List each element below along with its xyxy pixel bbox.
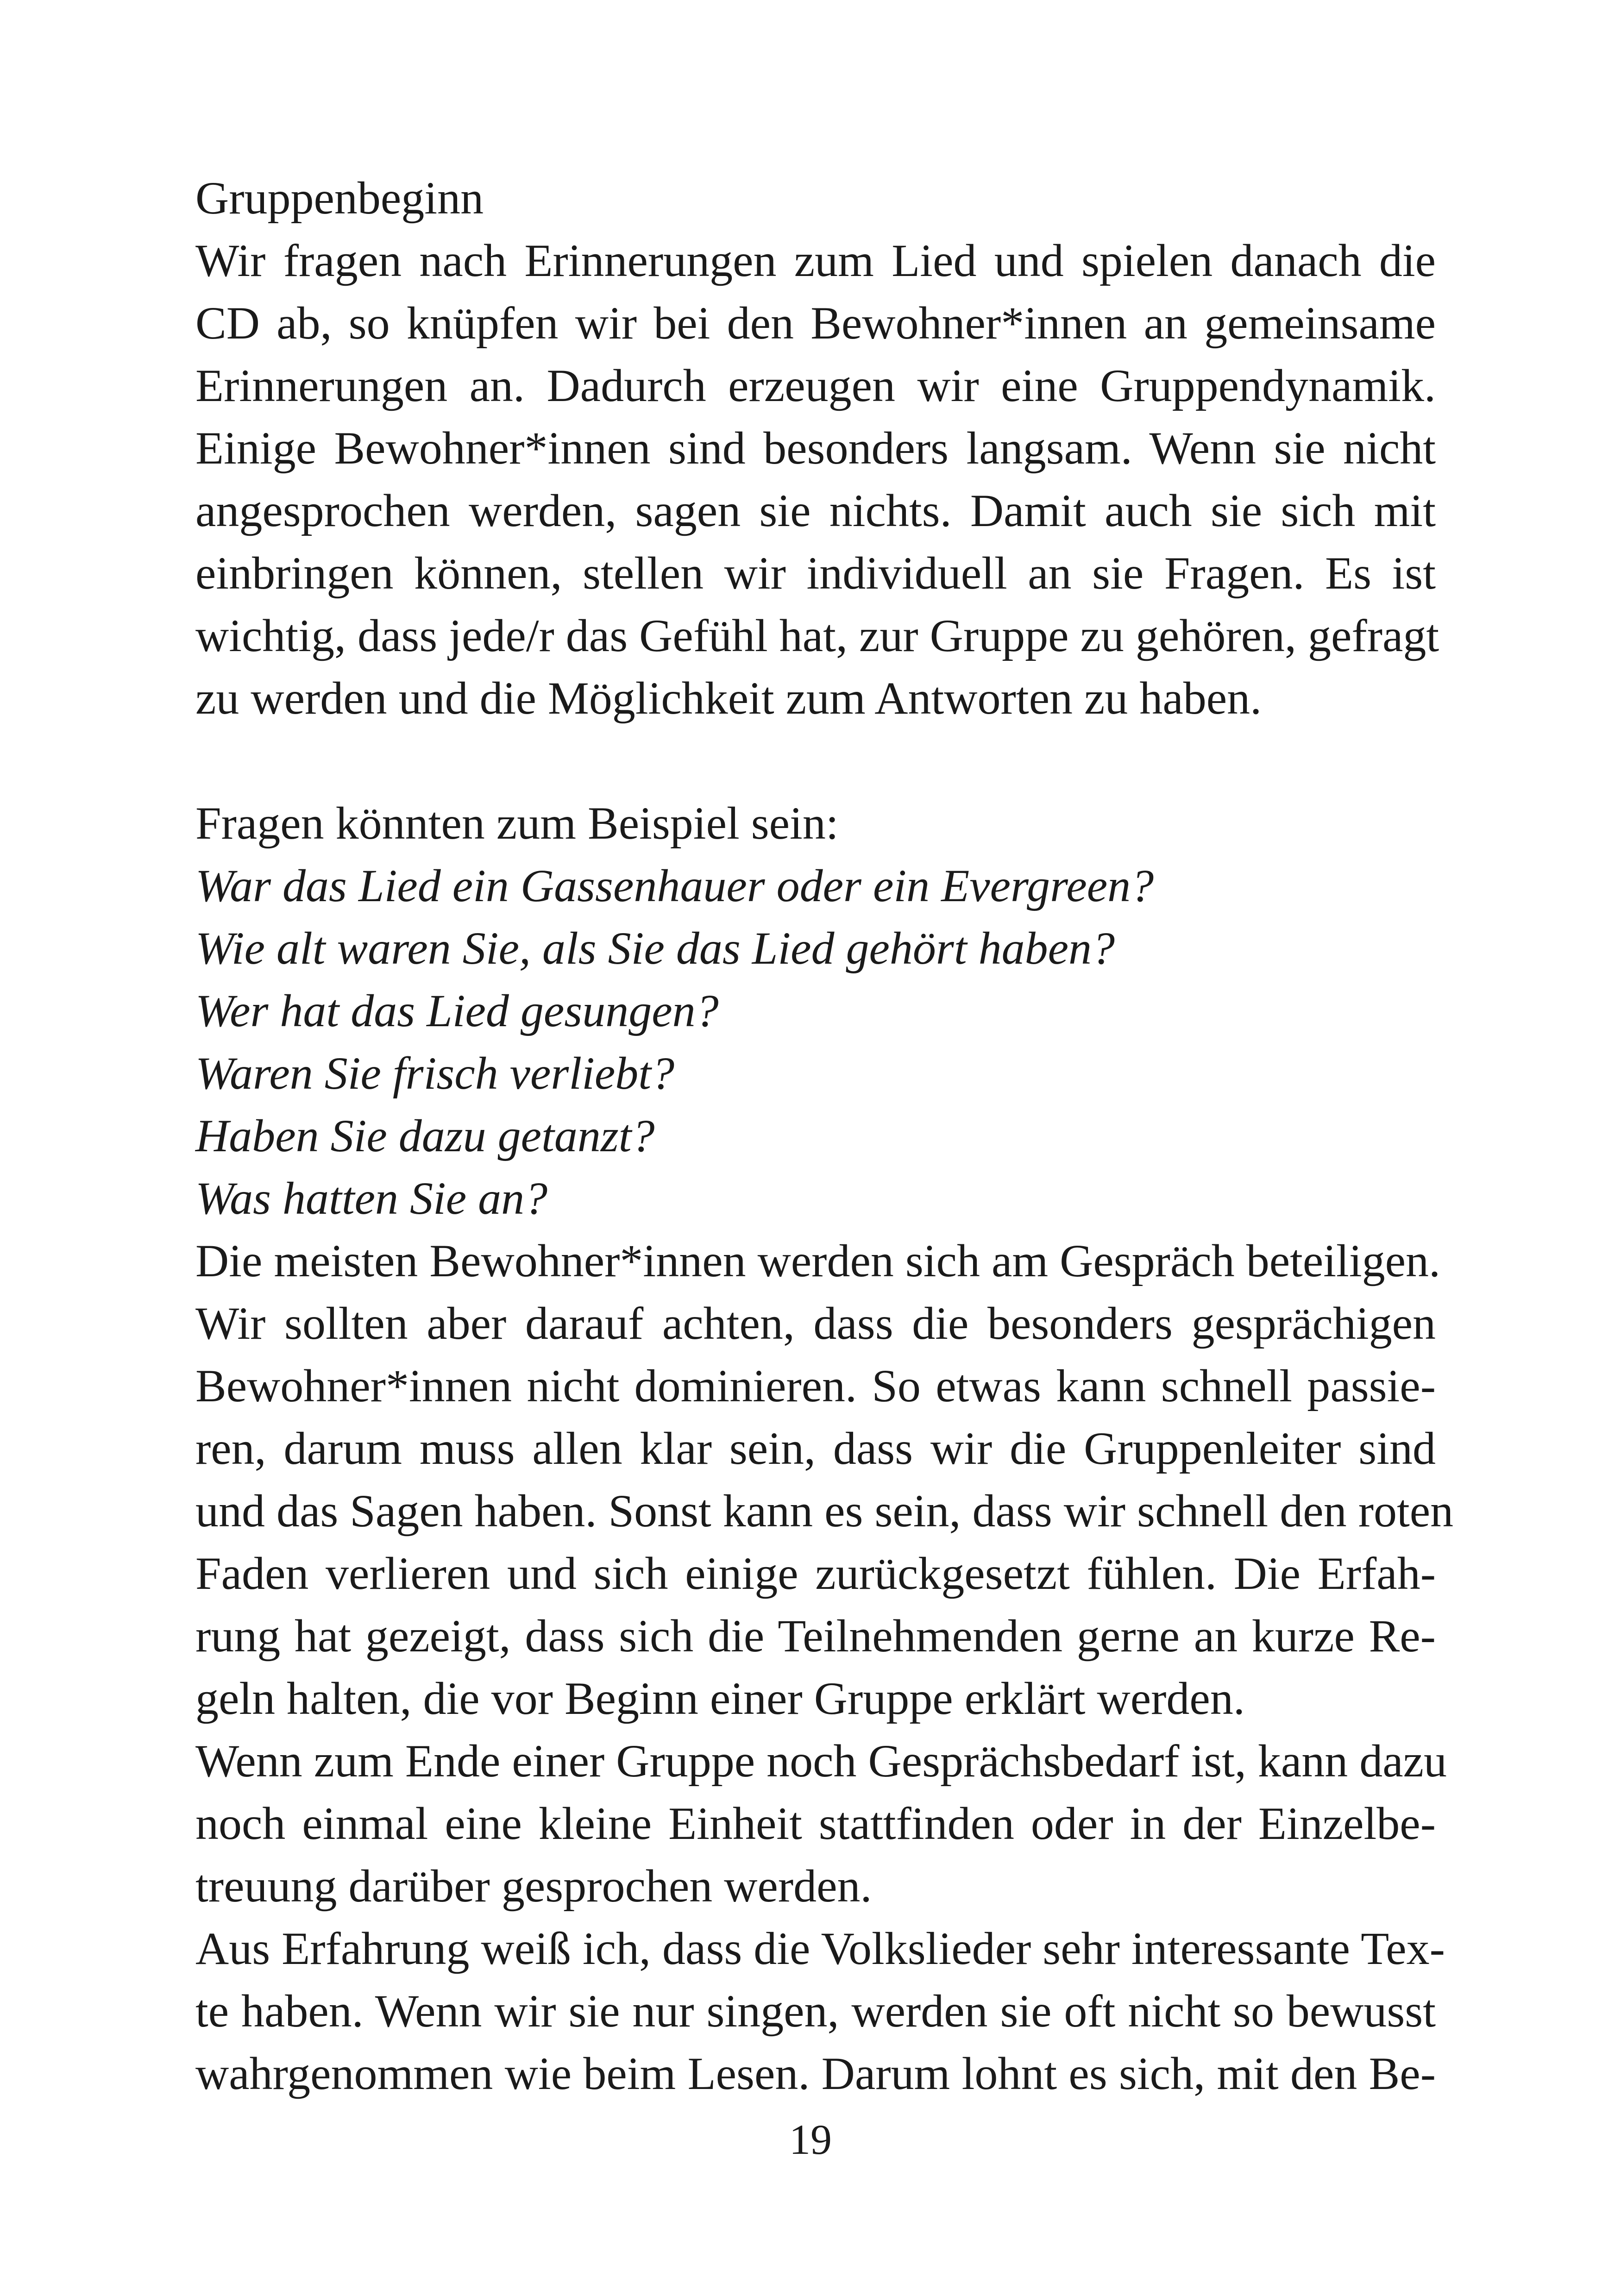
question-item: Wer hat das Lied gesungen? <box>195 985 719 1036</box>
text-line: Aus Erfahrung weiß ich, dass die Volkslieder sehr interessante Tex- <box>195 1923 1445 1974</box>
paragraph-spacer <box>195 729 1436 792</box>
question-item: Haben Sie dazu getanzt? <box>195 1110 655 1161</box>
text-line: rung hat gezeigt, dass sich die Teilnehmenden gerne an kurze Re- <box>195 1610 1436 1662</box>
text-line: angesprochen werden, sagen sie nichts. Damit auch sie sich mit <box>195 485 1436 536</box>
page-number: 19 <box>789 2116 832 2163</box>
paragraph-end-of-group <box>195 1730 1447 1917</box>
paragraph-folk-songs <box>195 1917 1445 2105</box>
text-line: ren, darum muss allen klar sein, dass wir die Gruppenleiter sind <box>195 1423 1436 1474</box>
question-item: Waren Sie frisch verliebt? <box>195 1048 675 1099</box>
text-line: Die meisten Bewohner*innen werden sich am Gespräch beteiligen. <box>195 1235 1440 1286</box>
text-line: treuung darüber gesprochen werden. <box>195 1860 872 1912</box>
questions-intro: Fragen könnten zum Beispiel sein: <box>195 797 839 849</box>
text-line: Erinnerungen an. Dadurch erzeugen wir eine Gruppendynamik. <box>195 360 1436 411</box>
text-line: Bewohner*innen nicht dominieren. So etwas kann schnell passie- <box>195 1360 1436 1411</box>
text-line: Wenn zum Ende einer Gruppe noch Gesprächsbedarf ist, kann dazu <box>195 1735 1447 1787</box>
paragraph-group-beginning <box>195 229 1439 729</box>
page-body <box>195 167 1454 2105</box>
text-line: zu werden und die Möglichkeit zum Antworten zu haben. <box>195 672 1262 724</box>
text-line: te haben. Wenn wir sie nur singen, werden sie oft nicht so bewusst <box>195 1985 1436 2037</box>
text-line: CD ab, so knüpfen wir bei den Bewohner*innen an gemeinsame <box>195 297 1436 349</box>
question-item: Wie alt waren Sie, als Sie das Lied gehört haben? <box>195 922 1115 974</box>
question-item: Was hatten Sie an? <box>195 1173 548 1224</box>
text-line: einbringen können, stellen wir individuell an sie Fragen. Es ist <box>195 547 1436 599</box>
text-line: noch einmal eine kleine Einheit stattfinden oder in der Einzelbe- <box>195 1798 1436 1849</box>
text-line: Einige Bewohner*innen sind besonders langsam. Wenn sie nicht <box>195 422 1436 474</box>
text-line: und das Sagen haben. Sonst kann es sein, dass wir schnell den roten <box>195 1485 1454 1537</box>
text-line: wichtig, dass jede/r das Gefühl hat, zur Gruppe zu gehören, gefragt <box>195 610 1439 661</box>
question-item: War das Lied ein Gassenhauer oder ein Evergreen? <box>195 860 1154 911</box>
section-heading: Gruppenbeginn <box>195 172 484 224</box>
paragraph-conversation <box>195 1230 1454 1730</box>
text-line: Wir fragen nach Erinnerungen zum Lied und spielen danach die <box>195 235 1436 286</box>
question-list <box>195 854 1436 1230</box>
text-line: Faden verlieren und sich einige zurückgesetzt fühlen. Die Erfah- <box>195 1548 1436 1599</box>
text-line: Wir sollten aber darauf achten, dass die besonders gesprächigen <box>195 1298 1436 1349</box>
text-line: geln halten, die vor Beginn einer Gruppe erklärt werden. <box>195 1673 1245 1724</box>
text-line: wahrgenommen wie beim Lesen. Darum lohnt es sich, mit den Be- <box>195 2048 1436 2099</box>
